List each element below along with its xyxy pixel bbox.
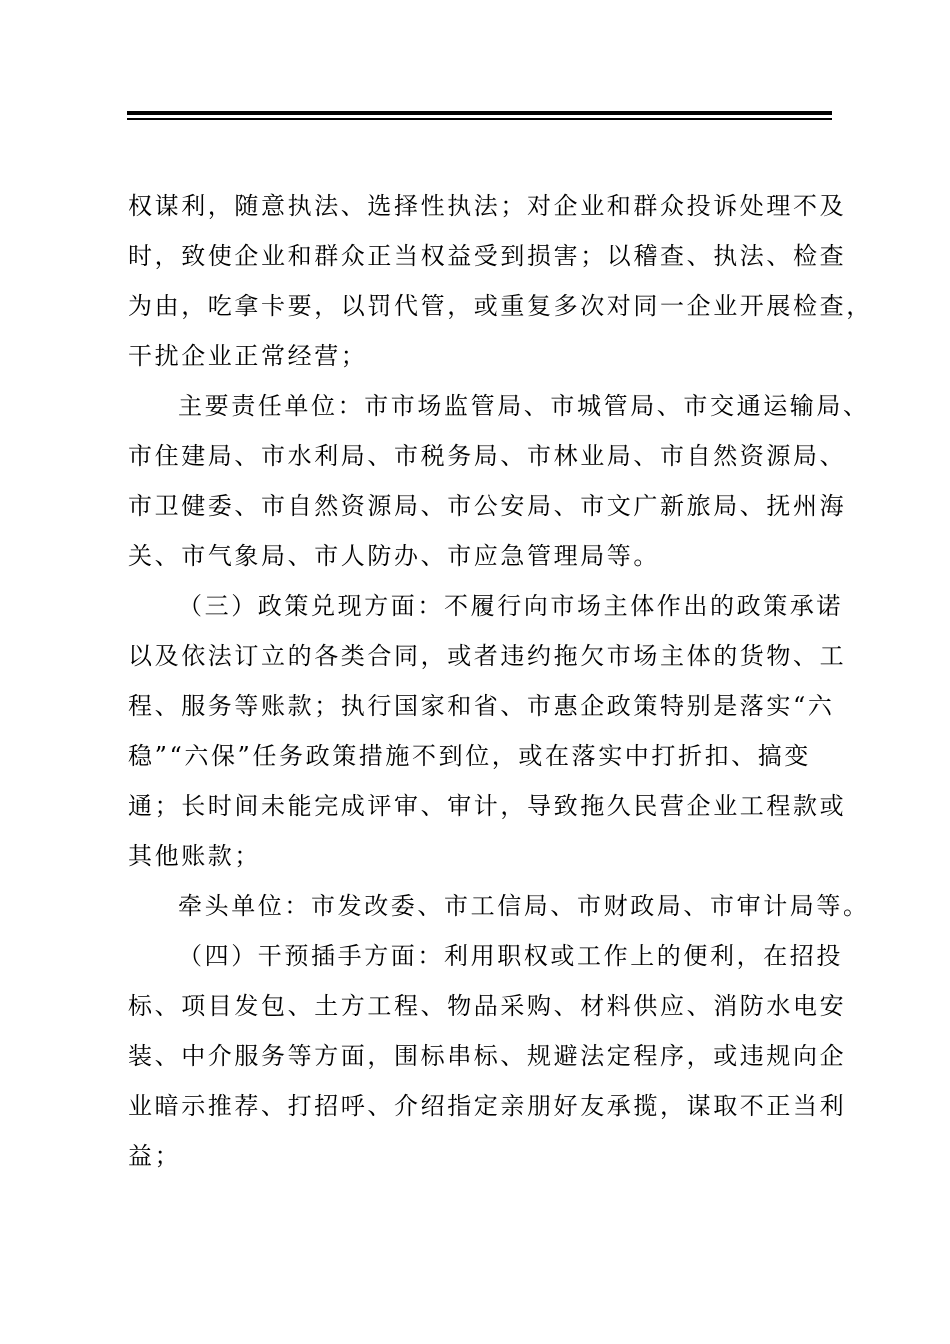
text-line: 以及依法订立的各类合同，或者违约拖欠市场主体的货物、工 — [128, 642, 847, 670]
header-rule-thin — [127, 118, 832, 120]
text-line: 其他账款； — [128, 842, 261, 870]
text-line: 程、服务等账款；执行国家和省、市惠企政策特别是落实“六 — [128, 692, 835, 720]
text-line: 市卫健委、市自然资源局、市公安局、市文广新旅局、抚州海 — [128, 492, 847, 520]
text-line: 主要责任单位：市市场监管局、市城管局、市交通运输局、 — [178, 392, 870, 420]
text-line: 业暗示推荐、打招呼、介绍指定亲朋好友承揽，谋取不正当利 — [128, 1092, 847, 1120]
text-line: 益； — [128, 1142, 182, 1170]
text-line: （四）干预插手方面：利用职权或工作上的便利，在招投 — [178, 942, 843, 970]
header-double-rule — [127, 111, 832, 121]
text-line: 关、市气象局、市人防办、市应急管理局等。 — [128, 542, 660, 570]
text-line: 时，致使企业和群众正当权益受到损害；以稽查、执法、检查 — [128, 242, 847, 270]
text-line: 牵头单位：市发改委、市工信局、市财政局、市审计局等。 — [178, 892, 870, 920]
header-rule-thick — [127, 111, 832, 115]
text-line: 为由，吃拿卡要，以罚代管，或重复多次对同一企业开展检查， — [128, 292, 873, 320]
text-line: 标、项目发包、土方工程、物品采购、材料供应、消防水电安 — [128, 992, 847, 1020]
text-line: 市住建局、市水利局、市税务局、市林业局、市自然资源局、 — [128, 442, 847, 470]
text-line: 装、中介服务等方面，围标串标、规避法定程序，或违规向企 — [128, 1042, 847, 1070]
text-line: （三）政策兑现方面：不履行向市场主体作出的政策承诺 — [178, 592, 843, 620]
text-line: 干扰企业正常经营； — [128, 342, 368, 370]
text-line: 稳”“六保”任务政策措施不到位，或在落实中打折扣、搞变 — [128, 742, 812, 770]
text-line: 通；长时间未能完成评审、审计，导致拖久民营企业工程款或 — [128, 792, 847, 820]
text-line: 权谋利，随意执法、选择性执法；对企业和群众投诉处理不及 — [128, 192, 847, 220]
